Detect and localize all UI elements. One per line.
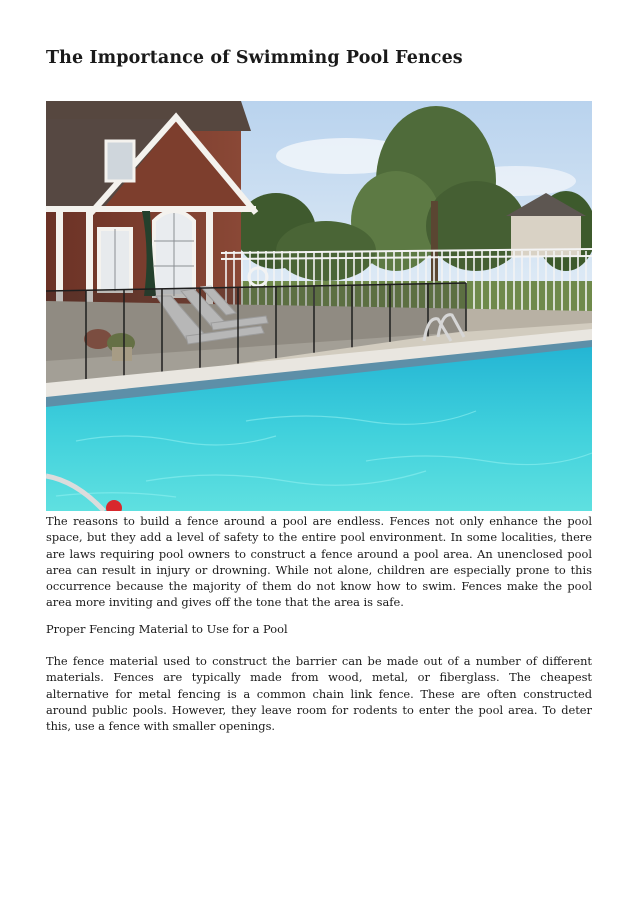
pool-photo <box>46 101 592 511</box>
section-heading: Proper Fencing Material to Use for a Pool <box>46 622 288 636</box>
document-title: The Importance of Swimming Pool Fences <box>46 48 463 68</box>
paragraph-materials: The fence material used to construct the barrier can be made out of a number of different materials. Fences are typically made from wood, metal, or fiberglass. The cheapest alternative for metal fencing is a common chain link fence. These are often constructed around public pools. However, they leave room for rodents to enter the pool area. To deter this, use a fence with smaller openings. <box>46 654 592 734</box>
paragraph-intro: The reasons to build a fence around a pool are endless. Fences not only enhance the pool space, but they add a level of safety to the entire pool environment. In some localities, there are laws requiring pool owners to construct a fence around a pool area. An unenclosed pool area can result in injury or drowning. While not alone, children are especially prone to this occurrence because the majority of them do not know how to swim. Fences make the pool area more inviting and gives off the tone that the area is safe. <box>46 514 592 610</box>
